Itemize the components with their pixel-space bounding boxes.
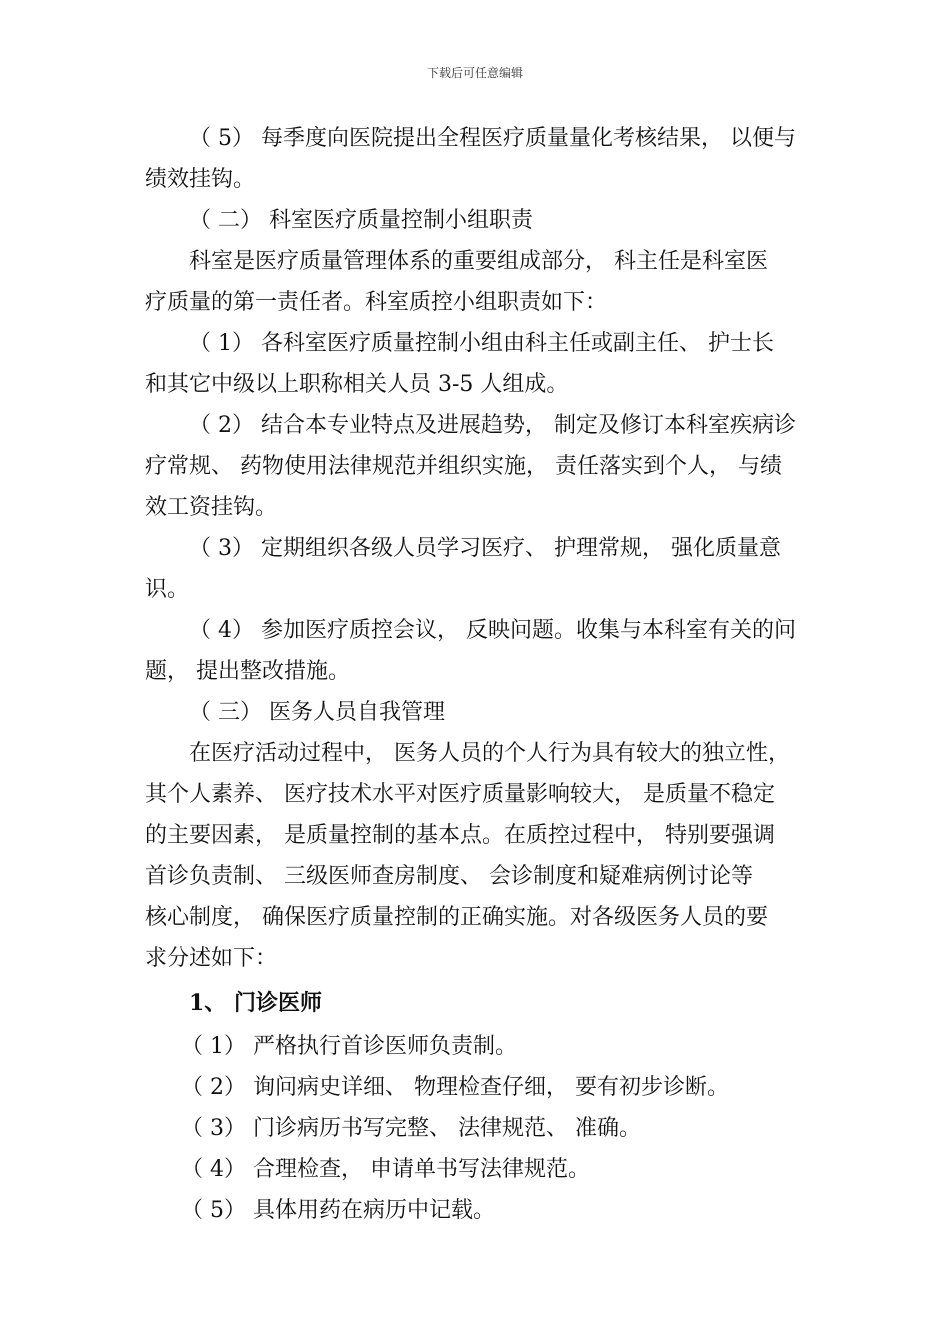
document-body bbox=[145, 118, 810, 1231]
paragraph-line: 疗常规、 药物使用法律规范并组织实施， 责任落实到个人， 与绩 bbox=[145, 454, 782, 479]
list-item: （ 1） 严格执行首诊医师负责制。 bbox=[181, 1034, 517, 1059]
paragraph-line: （ 4） 参加医疗质控会议， 反映问题。收集与本科室有关的问 bbox=[189, 618, 796, 643]
list-item: （ 3） 门诊病历书写完整、 法律规范、 准确。 bbox=[181, 1116, 641, 1141]
paragraph-line: 绩效挂钩。 bbox=[145, 167, 256, 192]
paragraph-line: （ 2） 结合本专业特点及进展趋势， 制定及修订本科室疾病诊 bbox=[189, 413, 796, 438]
paragraph-line: 效工资挂钩。 bbox=[145, 495, 278, 520]
paragraph-line: 题， 提出整改措施。 bbox=[145, 659, 350, 684]
paragraph-line: 其个人素养、 医疗技术水平对医疗质量影响较大， 是质量不稳定 bbox=[145, 782, 775, 807]
paragraph-line: 在医疗活动过程中， 医务人员的个人行为具有较大的独立性， bbox=[189, 741, 790, 766]
section-heading: （ 三） 医务人员自我管理 bbox=[189, 700, 445, 725]
paragraph-line: 求分述如下： bbox=[145, 946, 278, 971]
paragraph-line: （ 5） 每季度向医院提出全程医疗质量量化考核结果， 以便与 bbox=[189, 126, 796, 151]
paragraph-line: 识。 bbox=[145, 577, 190, 602]
page-header: 下载后可任意编辑 bbox=[426, 66, 523, 80]
list-item: （ 2） 询问病史详细、 物理检查仔细， 要有初步诊断。 bbox=[181, 1075, 729, 1100]
paragraph-line: 的主要因素， 是质量控制的基本点。在质控过程中， 特别要强调 bbox=[145, 823, 775, 848]
paragraph-line: 疗质量的第一责任者。科室质控小组职责如下： bbox=[145, 290, 608, 315]
section-heading: （ 二） 科室医疗质量控制小组职责 bbox=[189, 208, 533, 233]
subsection-heading: 1、 门诊医师 bbox=[189, 990, 322, 1016]
paragraph-line: 科室是医疗质量管理体系的重要组成部分， 科主任是科室医 bbox=[189, 249, 768, 274]
paragraph-line: 首诊负责制、 三级医师查房制度、 会诊制度和疑难病例讨论等 bbox=[145, 864, 753, 889]
paragraph-line: 和其它中级以上职称相关人员 3-5 人组成。 bbox=[145, 372, 569, 397]
paragraph-line: （ 3） 定期组织各级人员学习医疗、 护理常规， 强化质量意 bbox=[189, 536, 781, 561]
list-item: （ 4） 合理检查， 申请单书写法律规范。 bbox=[181, 1157, 590, 1182]
paragraph-line: （ 1） 各科室医疗质量控制小组由科主任或副主任、 护士长 bbox=[189, 331, 774, 356]
paragraph-line: 核心制度， 确保医疗质量控制的正确实施。对各级医务人员的要 bbox=[145, 905, 768, 930]
list-item: （ 5） 具体用药在病历中记载。 bbox=[181, 1198, 495, 1223]
